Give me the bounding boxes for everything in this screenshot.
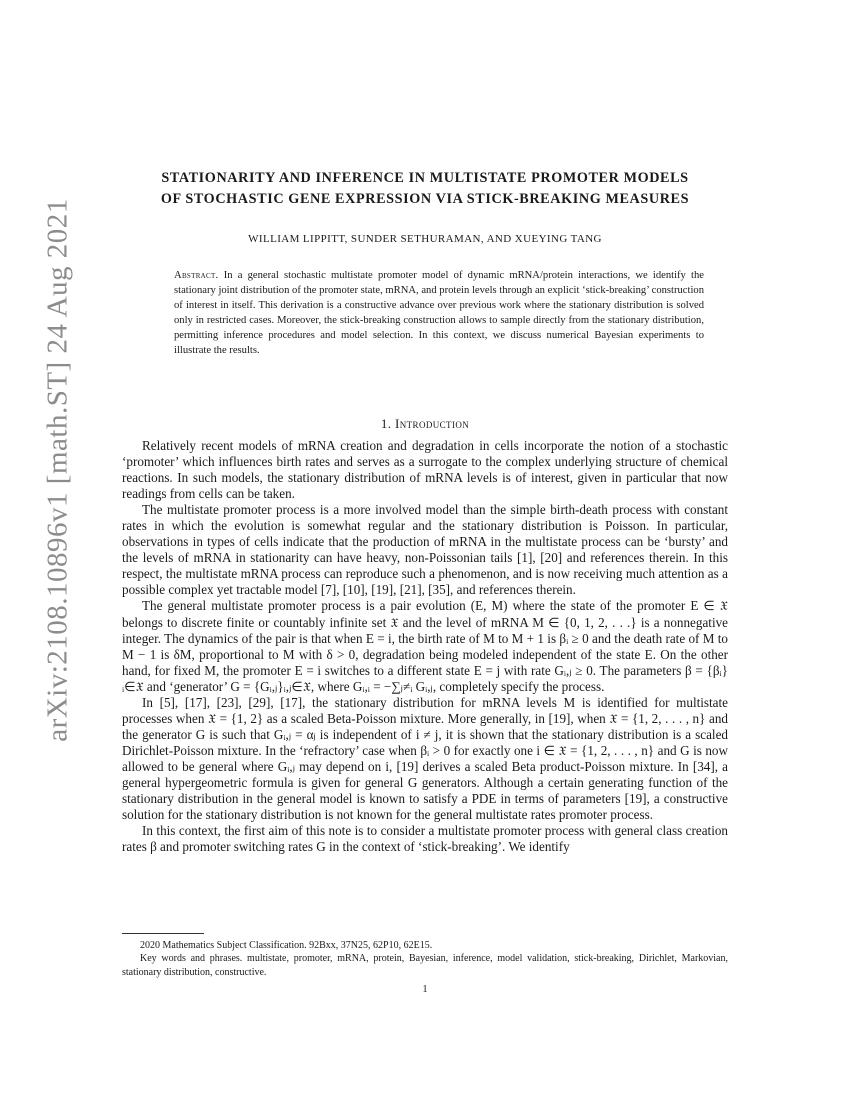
paragraph: Relatively recent models of mRNA creation and degradation in cells incorporate the notion of a stochastic ‘promoter’ which influences birth rates and serves as a surrogate to the complex underlying structure of chemical reactions. In such models, the stationary distribution of mRNA levels is of interest, given in particular that now readings from cells can be taken. <box>122 438 728 502</box>
abstract <box>174 268 704 359</box>
paragraph: The multistate promoter process is a more involved model than the simple birth-death process with constant rates in which the evolution is somewhat regular and the stationary distribution is Poisson. In particular, observations in types of cells indicate that the production of mRNA in the multistate process can be ‘bursty’ and the levels of mRNA in stationarity can have heavy, non-Poissonian tails [1], [20] and references therein. In this respect, the multistate mRNA process can reproduce such a phenomenon, and is now receiving much attention as a possible complex yet tractable model [7], [10], [19], [21], [35], and references therein. <box>122 502 728 598</box>
abstract-label: Abstract. <box>174 270 219 281</box>
footnotes <box>122 939 728 979</box>
paragraph: In [5], [17], [23], [29], [17], the stationary distribution for mRNA levels M is identified for multistate processes when 𝔛 = {1, 2} as a scaled Beta-Poisson mixture. More generally, in [19], when 𝔛 = {1, 2, . . . , n} and the generator G is such that Gᵢ,ⱼ = αⱼ is independent of i ≠ j, it is shown that the stationary distribution is a scaled Dirichlet-Poisson mixture. In the ‘refractory’ case when βᵢ > 0 for exactly one i ∈ 𝔛 = {1, 2, . . . , n} and G is now allowed to be general where Gᵢ,ⱼ may depend on i, [19] derives a scaled Beta product-Poisson mixture. In [34], a general hypergeometric formula is given for general G generators. Although a certain generating function of the stationary distribution in the general model is known to satisfy a PDE in terms of parameters [19], a constructive solution for the stationary distribution is not known for the general multistate rates promoter process. <box>122 694 728 823</box>
footnote-rule <box>122 933 204 934</box>
paragraph: The general multistate promoter process is a pair evolution (E, M) where the state of the promoter E ∈ 𝔛 belongs to discrete finite or countably infinite set 𝔛 and the level of mRNA M ∈ {0, 1, 2, . . .} is a nonnegative integer. The dynamics of the pair is that when E = i, the birth rate of M to M + 1 is βᵢ ≥ 0 and the death rate of M to M − 1 is δM, proportional to M with δ > 0, degradation being modeled independent of the state E. On the other hand, for fixed M, the promoter E = i switches to a different state E = j with rate Gᵢ,ⱼ ≥ 0. The parameters β = {βᵢ}ᵢ∈𝔛 and ‘generator’ G = {Gᵢ,ⱼ}ᵢ,ⱼ∈𝔛, where Gᵢ,ᵢ = −∑ⱼ≠ᵢ Gᵢ,ⱼ, completely specify the process. <box>122 598 728 694</box>
title-line-1: STATIONARITY AND INFERENCE IN MULTISTATE PROMOTER MODELS <box>161 170 689 186</box>
footnote-keywords: Key words and phrases. multistate, promoter, mRNA, protein, Bayesian, inference, model validation, stick-breaking, Dirichlet, Markovian, stationary distribution, constructive. <box>122 953 728 978</box>
author-list: WILLIAM LIPPITT, SUNDER SETHURAMAN, AND XUEYING TANG <box>248 233 602 245</box>
body-text <box>122 438 728 855</box>
title-line-2: OF STOCHASTIC GENE EXPRESSION VIA STICK-BREAKING MEASURES <box>160 191 690 207</box>
paper-title <box>120 168 730 210</box>
paragraph: In this context, the first aim of this note is to consider a multistate promoter process with general class creation rates β and promoter switching rates G in the context of ‘stick-breaking’. We identify <box>122 823 728 855</box>
page-number: 1 <box>422 984 428 995</box>
footnote-msc: 2020 Mathematics Subject Classification. 92Bxx, 37N25, 62P10, 62E15. <box>140 940 433 951</box>
abstract-text: In a general stochastic multistate promoter model of dynamic mRNA/protein interactions, we identify the stationary joint distribution of the promoter state, mRNA, and protein levels through an explicit ‘stick-breaking’ construction of interest in itself. This derivation is a constructive advance over previous work where the stationary distribution is solved only in restricted cases. Moreover, the stick-breaking construction allows to sample directly from the stationary distribution, permitting inference procedures and model selection. In this context, we discuss numerical Bayesian experiments to illustrate the results. <box>174 270 704 357</box>
section-heading: 1. Introduction <box>380 416 470 431</box>
arxiv-identifier: arXiv:2108.10896v1 [math.ST] 24 Aug 2021 <box>41 198 74 742</box>
